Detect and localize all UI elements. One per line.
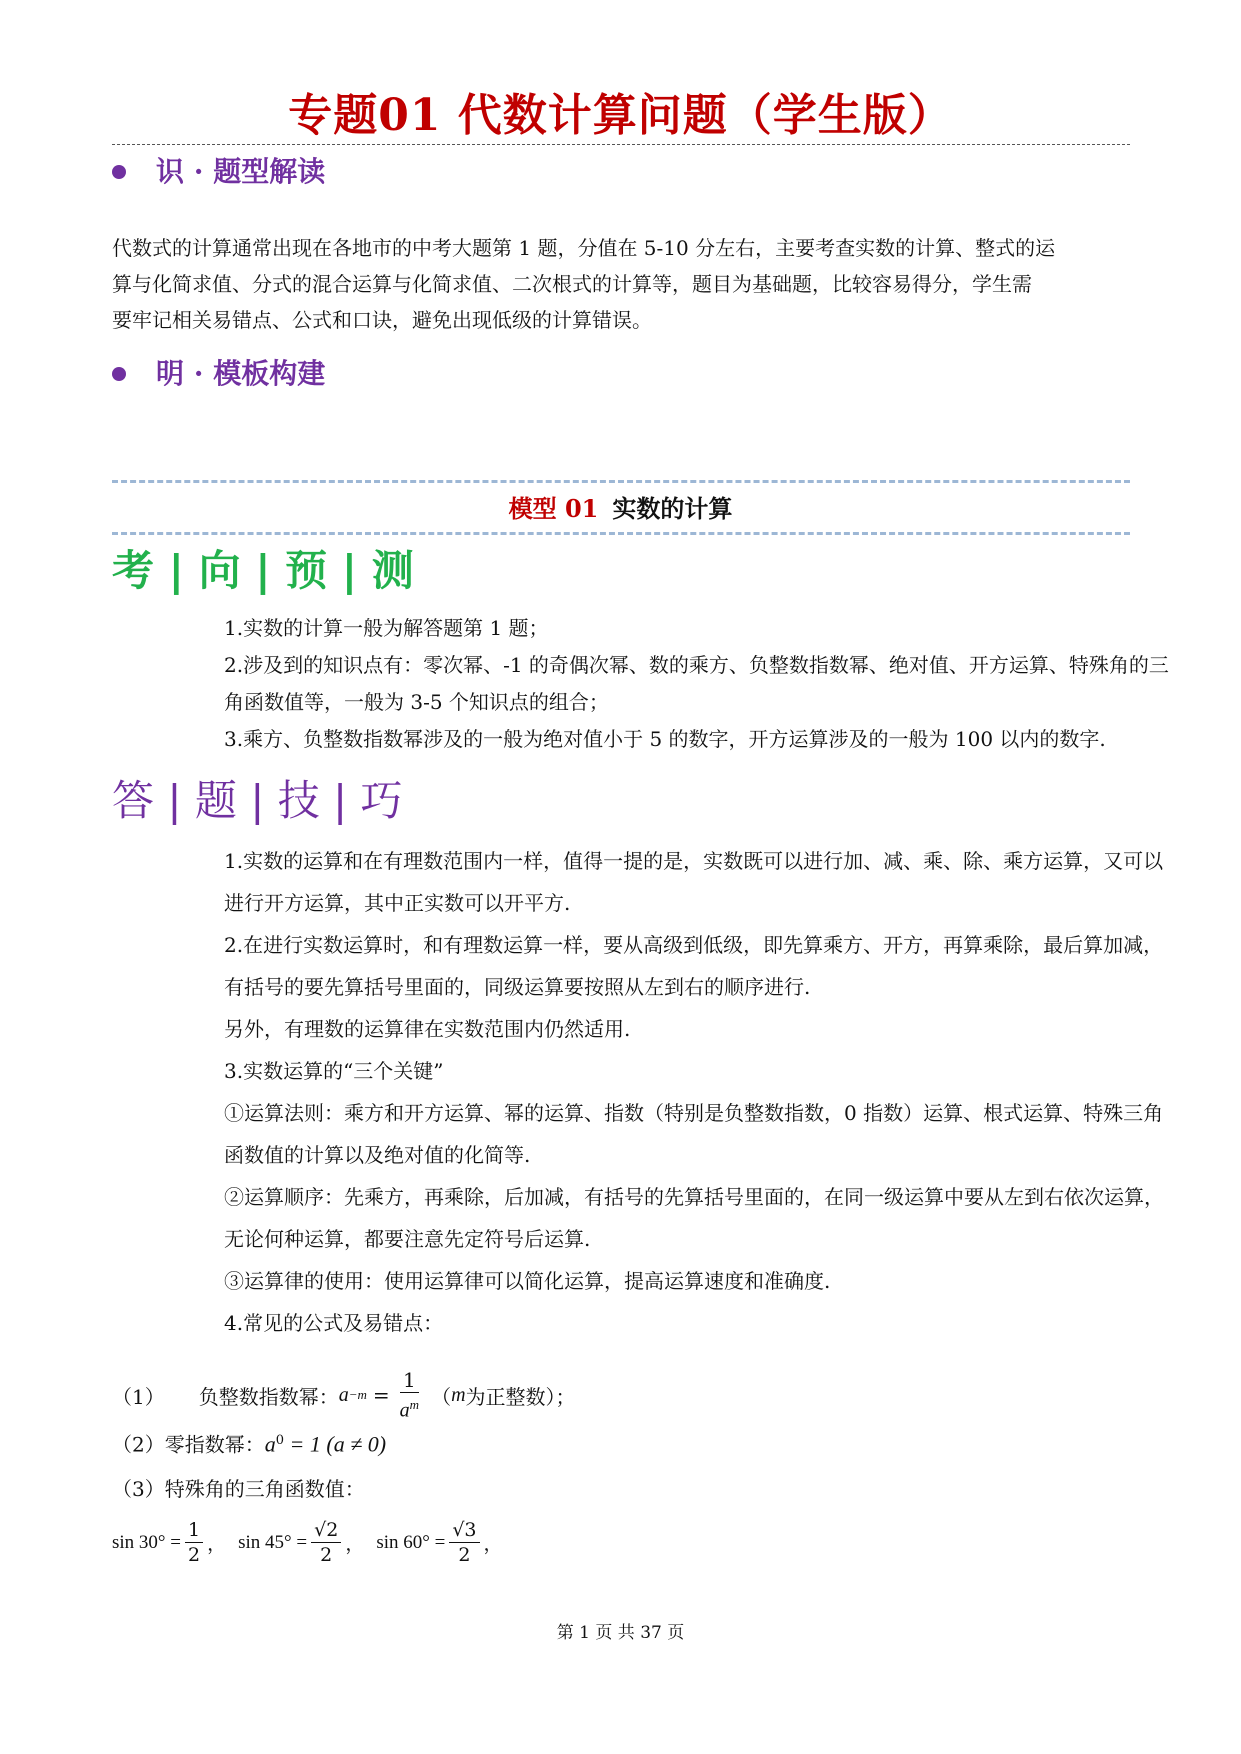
tips-line: ③运算律的使用：使用运算律可以简化运算，提高运算速度和准确度. [224,1269,831,1293]
formula-note-open: （ [431,1384,452,1409]
model-number: 模型 01 [508,494,599,523]
fraction-denominator: 2 [458,1544,471,1566]
title-divider [112,144,1130,145]
fraction-numerator: √2 [311,1518,341,1543]
bullet-icon [112,165,126,179]
sin45-label: sin 45° = [238,1531,308,1553]
fraction-numerator: √3 [449,1518,479,1543]
section-heading-text: 明 · 模板构建 [156,357,326,390]
forecast-heading: 考 | 向 | 预 | 测 [112,546,414,595]
intro-line: 算与化简求值、分式的混合运算与化简求值、二次根式的计算等，题目为基础题，比较容易得分，学生需 [112,272,1032,296]
formula-trig-values [112,1518,503,1567]
tips-list [112,840,1164,1344]
tips-line: 有括号的要先算括号里面的，同级运算要按照从左到右的顺序进行. [224,975,811,999]
fraction-denominator: 2 [188,1544,201,1566]
formula-note-var: m [451,1383,466,1406]
separator: ， [483,1533,503,1555]
formula-note-rest: 为正整数）； [465,1384,576,1409]
formula-text: 负整数指数幂： [198,1384,339,1409]
tips-line: ①运算法则：乘方和开方运算、幂的运算、指数（特别是负整数指数，0 指数）运算、根式运算、特殊三角 [224,1101,1164,1125]
page-title: 专题01 代数计算问题（学生版） [288,90,953,141]
sin60-fraction [449,1518,479,1567]
tips-line: 3.实数运算的“三个关键” [224,1059,444,1083]
formula-base: a [264,1431,276,1457]
tips-heading: 答 | 题 | 技 | 巧 [112,776,403,825]
tips-line: 2.在进行实数运算时，和有理数运算一样，要从高级到低级，即先算乘方、开方，再算乘除，最后算加减， [224,933,1164,957]
formula-negative-exponent [112,1368,576,1423]
model-name: 实数的计算 [612,494,733,523]
model-title [0,492,1241,526]
separator: ， [345,1533,365,1555]
formula-zero-exponent [112,1424,386,1462]
forecast-line: 角函数值等，一般为 3-5 个知识点的组合； [224,690,609,714]
formula-exponent: −m [348,1387,367,1403]
formula-trig-label: （3）特殊角的三角函数值： [112,1477,365,1501]
intro-line: 要牢记相关易错点、公式和口诀，避免出现低级的计算错误。 [112,308,652,332]
forecast-line: 3.乘方、负整数指数幂涉及的一般为绝对值小于 5 的数字，开方运算涉及的一般为 100 以内的数字. [224,727,1106,751]
model-divider-top [112,480,1130,483]
formula-rest: = 1 (a ≠ 0) [284,1431,387,1457]
section-heading-interpretation [112,152,325,192]
sin60-label: sin 60° = [376,1531,446,1553]
fraction-denominator [400,1393,419,1423]
fraction-numerator: 1 [400,1368,419,1393]
tips-line: 进行开方运算，其中正实数可以开平方. [224,891,571,915]
tips-line: 无论何种运算，都要注意先定符号后运算. [224,1227,591,1251]
forecast-line: 1.实数的计算一般为解答题第 1 题； [224,616,549,640]
section-heading-template [112,354,325,394]
tips-line: 函数值的计算以及绝对值的化简等. [224,1143,531,1167]
forecast-line: 2.涉及到的知识点有：零次幂、-1 的奇偶次幂、数的乘方、负整数指数幂、绝对值、开方运算、特殊角的三 [224,653,1169,677]
intro-paragraph [112,230,1130,338]
section-heading-text: 识 · 题型解读 [156,155,326,188]
formula-label: （1） [112,1384,165,1409]
forecast-list [112,610,1169,758]
formula-exponent: 0 [275,1433,285,1448]
sin45-fraction [311,1518,341,1567]
denominator-base: a [399,1399,410,1422]
page-footer: 第 1 页 共 37 页 [556,1623,685,1643]
fraction-denominator: 2 [320,1544,333,1566]
tips-line: 4.常见的公式及易错点： [224,1311,444,1335]
model-divider-bottom [112,532,1130,535]
intro-line: 代数式的计算通常出现在各地市的中考大题第 1 题，分值在 5-10 分左右，主要考查实数的计算、整式的运 [112,236,1056,260]
formula-equals: = [372,1383,390,1408]
sin30-fraction [185,1518,203,1567]
fraction-numerator: 1 [185,1518,203,1543]
bullet-icon [112,367,126,381]
tips-line: 另外，有理数的运算律在实数范围内仍然适用. [224,1017,631,1041]
separator: ， [207,1533,227,1555]
denominator-exponent: m [409,1397,420,1412]
formula-fraction [400,1368,419,1423]
formula-label: （2）零指数幂： [112,1432,265,1457]
formula-base: a [338,1383,349,1406]
tips-line: 1.实数的运算和在有理数范围内一样，值得一提的是，实数既可以进行加、减、乘、除、乘方运算，又可以 [224,849,1164,873]
tips-line: ②运算顺序：先乘方，再乘除，后加减，有括号的先算括号里面的，在同一级运算中要从左到右依次运算， [224,1185,1164,1209]
sin30-label: sin 30° = [112,1531,181,1553]
